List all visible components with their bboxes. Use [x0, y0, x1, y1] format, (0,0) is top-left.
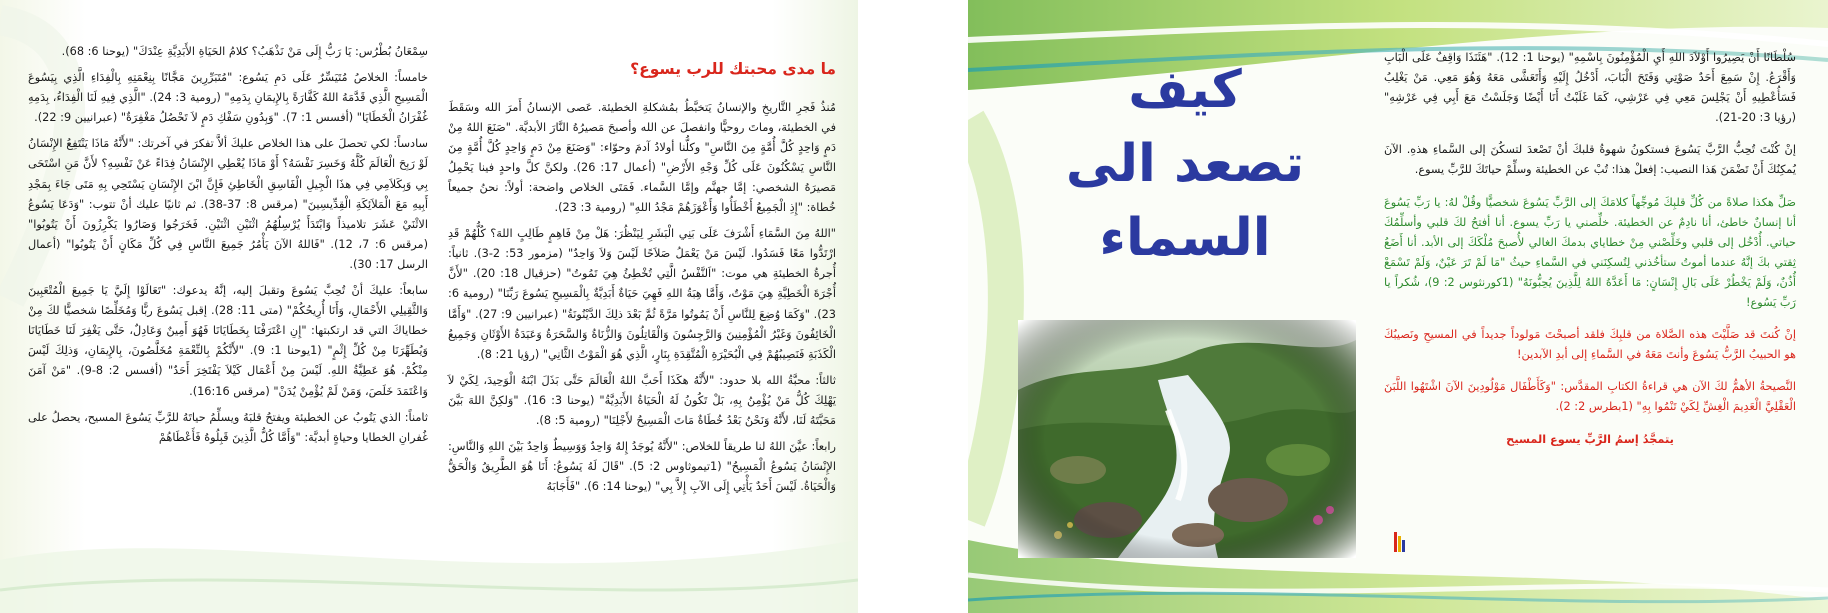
advice-paragraph: النَّصيحةُ الأهمُّ لكَ الآن هي قراءةُ الكتابِ المقدَّس: "وَكَأَطْفَال مَوْلُودِينَ الآنَ اشْتَهُوا اللَّبَنَ الْعَقْلِيَّ الْعَدِيمَ الْغِشِّ لِكَيْ تَنْمُوا بِهِ" (1بطرس 2: 2). — [1384, 380, 1796, 414]
left-page — [0, 0, 858, 613]
paragraph: سِمْعَانُ بُطْرُس: يَا رَبُّ إِلَى مَنْ نَذْهَبُ؟ كلامُ الحَيَاةِ الأَبَدِيَّةِ عِنْدَكَ" (يوحنا 6: 68). — [61, 45, 428, 58]
cover-title-line: كيف — [1128, 60, 1242, 120]
new-birth-paragraph: إنْ كُنتَ قد صَلَّيْتَ هذه الصَّلاة من قلبِكَ فلقد أصبحْتَ مَولوداً جديداً في المسيحِ ونَصيبُكَ هو الحبيبُ الرَّبُّ يَسُوعَ وأنتَ مَعَهُ في السَّماءِ إلى أبدِ الآبدين! — [1384, 328, 1796, 362]
paragraph: مُنذُ فَجرِ التَّاريخِ والإنسانُ يَتخبَّطُ بمُشكلةِ الخطيئة. عَصى الإنسانُ أَمرَ الله وسَقَطَ في الخطيئة، وماتَ روحيًّا وانفصلَ عن الله وأصبحَ مَصيرُهُ النَّارَ الأبديَّة. "صَنَعَ اللهُ مِنْ دَمٍ وَاحِدٍ كُلَّ أُمَّةٍ مِنَ النَّاسِ" وكلُّنا أولادُ آدمَ وحوّاء: "وَصَنَعَ مِنْ دَمٍ وَاحِدٍ كُلَّ أُمَّةٍ مِنَ النَّاسِ يَسْكُنُونَ عَلَى كُلِّ وَجْهِ الأَرْضِ" (أعمال 17: 26). ولكنَّ كلَّ واحدٍ فينا يَحْمِلُ مَصيرَهُ الشخصي: إمَّا جهنَّم وإمَّا السَّماء. فَمَتَى الخلاص واضحة: أولاً: نحنُ جميعاً خُطاة: "إِذِ الْجَمِيعُ أَخْطَأُوا وَأَعْوَزَهُمْ مَجْدُ اللهِ" (رومية 3: 23). — [448, 100, 837, 215]
page-gutter — [858, 0, 968, 613]
waterfall-landscape-photo — [1018, 320, 1356, 558]
left-column-two — [448, 56, 836, 503]
right-column — [1384, 48, 1796, 462]
publisher-logo-icon — [1392, 530, 1406, 556]
cover-title-line: تصعد الى — [1065, 133, 1305, 194]
paragraph: سُلْطَانًا أَنْ يَصِيرُوا أَوْلاَدَ اللهِ أَيِ الْمُؤْمِنُونَ بِاسْمِهِ" (يوحنا 1: 12). "هَئَنَذَا وَاقِفٌ عَلَى الْبَابِ وَأَقْرَعُ. إِنْ سَمِعَ أَحَدٌ صَوْتِي وَفَتَحَ الْبَابَ، أَدْخُلُ إِلَيْهِ وَأَتَعَشَّى مَعَهُ وَهُوَ مَعِي. مَنْ يَغْلِبُ فَسَأُعْطِيهِ أَنْ يَجْلِسَ مَعِي فِي عَرْشِي، كَمَا غَلَبْتُ أَنَا أَيْضًا وَجَلَسْتُ مَعَ أَبِي فِي عَرْشِهِ" (رؤيا 3: 20-21). — [1384, 51, 1796, 125]
paragraph: ثالثاً: محبَّةُ الله بلا حدود: "لأَنَّهُ هكَذَا أَحَبَّ اللهُ الْعَالَمَ حَتَّى بَذَلَ ابْنَهُ الْوَحِيدَ، لِكَيْ لاَ يَهْلِكَ كُلُّ مَنْ يُؤْمِنُ بِهِ، بَلْ تَكُونُ لَهُ الْحَيَاةُ الأَبَدِيَّةُ" (يوحنا 3: 16). "وَلكِنَّ اللهَ بَيَّنَ مَحَبَّتَهُ لَنَا، لأَنَّهُ وَنَحْنُ بَعْدُ خُطَاةٌ مَاتَ الْمَسِيحُ لأَجْلِنَا" (رومية 5: 8). — [448, 373, 837, 427]
left-column-one — [28, 42, 428, 454]
paragraph: إنْ كُنْتَ تُحِبُّ الرَّبَّ يَسُوعَ فستكونُ شهوةُ قلبكَ أنْ تَصْعدَ لتسكُنَ إلى السَّماءِ هذهِ. الآنَ يُمكِنُكَ أَنْ تَضْمَنَ هَذا النصيب: إفعلْ هذا: تُبْ عن الخطيئة وسلِّمْ حياتَكَ للرَّبِّ يسوع. — [1384, 143, 1796, 177]
paragraph: خامساً: الخلاصُ مُتَيَسِّرٌ عَلَى دَمِ يَسُوع: "مُتَبَرِّرِينَ مَجَّانًا بِنِعْمَتِهِ بِالْفِدَاءِ الَّذِي بِيَسُوعَ الْمَسِيحِ الَّذِي قَدَّمَهُ اللهُ كَفَّارَةً بِالإِيمَانِ بِدَمِهِ" (رومية 3: 24). "الَّذِي فِيهِ لَنَا الْفِدَاءُ، بِدَمِهِ غُفْرَانُ الْخَطَايَا" (أفسس 1: 7). "وَبِدُونِ سَفْكِ دَمٍ لاَ تَحْصُلُ مَغْفِرَةٌ" (عبرانيين 9: 22). — [28, 71, 428, 125]
closing-line: يتمجَّدُ إسمُ الرَّبِّ يسوع المسيح — [1506, 432, 1674, 446]
paragraph: ثامناً: الذي يَتُوبُ عن الخطيئة ويفتحُ قلبَهُ ويسلِّمُ حياتَهُ للرَّبِّ يَسُوعَ المسيح، يحصلُ على غُفرانِ الخطايا وحياةٍ أبديَّة: "وَأَمَّا كُلُّ الَّذِينَ قَبِلُوهُ فَأَعْطَاهُمْ — [28, 410, 428, 444]
cover-title — [1060, 54, 1310, 275]
paragraph: "اللهُ مِنَ السَّمَاءِ أَشْرَفَ عَلَى بَنِي الْبَشَرِ لِيَنْظُرَ: هَلْ مِنْ فَاهِمٍ طَالِبٍ اللهَ؟ كُلُّهُمْ قَدِ ارْتَدُّوا مَعًا فَسَدُوا. لَيْسَ مَنْ يَعْمَلُ صَلاَحًا لَيْسَ وَلاَ وَاحِدٌ" (مزمور 53: 2-3). ثانياً: أُجرةُ الخطيئةِ هي موت: "اَلنَّفْسُ الَّتِي تُخْطِئُ هِيَ تَمُوتُ" (حزقيال 18: 20). "لأَنَّ أُجْرَةَ الْخَطِيَّةِ هِيَ مَوْتٌ، وَأَمَّا هِبَةُ اللهِ فَهِيَ حَيَاةٌ أَبَدِيَّةٌ بِالْمَسِيحِ يَسُوعَ رَبِّنَا" (رومية 6: 23). "وَكَمَا وُضِعَ لِلنَّاسِ أَنْ يَمُوتُوا مَرَّةً ثُمَّ بَعْدَ ذلِكَ الدَّيْنُونَةُ" (عبرانيين 9: 27). "وَأَمَّا الْخَائِفُونَ وَغَيْرُ الْمُؤْمِنِينَ وَالرَّجِسُونَ وَالْقَاتِلُونَ وَالزُّنَاةُ وَالسَّحَرَةُ وَعَبَدَةُ الأَوْثَانِ وَجَمِيعُ الْكَذَبَةِ فَنَصِيبُهُمْ فِي الْبُحَيْرَةِ الْمُتَّقِدَةِ بِنَارٍ، الَّذِي هُوَ الْمَوْتُ الثَّانِي" (رؤيا 21: 8). — [448, 227, 837, 361]
cover-title-line: السماء — [1099, 207, 1271, 268]
paragraph: سابعاً: عليكَ أنْ تُحِبَّ يَسُوعَ وتقبلَ إليه، إنَّهُ يدعوك: "تَعَالَوْا إِلَيَّ يَا جَمِيعَ الْمُتْعَبِينَ وَالثَّقِيلِي الأَحْمَالِ، وَأَنَا أُرِيحُكُمْ" (متى 11: 28). إقبل يَسُوعَ ربًّا وَمُخَلِّصًا شخصيًّا لكَ مِنْ خطاياكَ التي قد ارتكبتها: "إِنِ اعْتَرَفْنَا بِخَطَايَانَا فَهُوَ أَمِينٌ وَعَادِلٌ، حَتَّى يَغْفِرَ لَنَا خَطَايَانَا وَيُطَهِّرَنَا مِنْ كُلِّ إِثْمٍ" (1يوحنا 1: 9). "لأَنَّكُمْ بِالنِّعْمَةِ مُخَلَّصُونَ، بِالإِيمَانِ، وَذلِكَ لَيْسَ مِنْكُمْ. هُوَ عَطِيَّةُ اللهِ. لَيْسَ مِنْ أَعْمَال كَيْلاَ يَفْتَخِرَ أَحَدٌ" (أفسس 2: 8-9). "مَنْ آمَنَ وَاعْتَمَدَ خَلَصَ، وَمَنْ لَمْ يُؤْمِنْ يُدَنْ" (مرقس 16:16). — [28, 284, 428, 398]
prayer-paragraph: صَلِّ هكذا صلاةً من كُلِّ قلبِكَ مُوجِّهاً كلامَكَ إلى الرَّبِّ يَسُوعَ شخصيًّا وقُلْ لهُ: يا رَبِّ يَسُوعَ أنا إنسانٌ خاطئ، أنا نادِمٌ عن الخطيئة. خلِّصني يا رَبِّ يسوع. أنا أفتحُ لكَ قلبي وأسلِّمُكَ حياتي. أُدْخُل إلى قلبي وخَلِّصْني مِنْ خطاياي بدمكَ الغالي لأُصبحَ مُلْكَكَ إلى الأبد. أنا أَضَعُ ثِقتي بكَ إنَّهُ عندما أموتُ ستأخُذني لِتُسكِنَني في السَّماءِ حيثُ "مَا لَمْ تَرَ عَيْنٌ، وَلَمْ تَسْمَعْ أُذُنٌ، وَلَمْ يَخْطُرْ عَلَى بَالِ إِنْسَانٍ: مَا أَعَدَّهُ اللهُ لِلَّذِينَ يُحِبُّونَهُ" (1كورنثوس 2: 9)، شُكراً يا رَبِّ يَسُوع! — [1384, 195, 1796, 310]
section-title: ما مدى محبتك للرب يسوع؟ — [630, 60, 836, 78]
paragraph: سادساً: لكي تحصلَ على هذا الخلاص عليكَ ألاَّ تفكرَ في آخرتك: "لأَنَّهُ مَاذَا يَنْتَفِعُ الإِنْسَانُ لَوْ رَبِحَ الْعَالَمَ كُلَّهُ وَخَسِرَ نَفْسَهُ؟ أَوْ مَاذَا يُعْطِي الإِنْسَانُ فِدَاءً عَنْ نَفْسِهِ؟ لأَنَّ مَنِ اسْتَحَى بِي وَبِكَلاَمِي فِي هذَا الْجِيلِ الْفَاسِقِ الْخَاطِئِ فَإِنَّ ابْنَ الإِنْسَانِ يَسْتَحِي بِهِ مَتَى جَاءَ بِمَجْدِ أَبِيهِ مَعَ الْمَلاَئِكَةِ الْقِدِّيسِينَ" (مرقس 8: 37-38). ثم ثانيًا عليك أنْ تتوب: "وَدَعَا يَسُوعُ الاثْنَيْ عَشَرَ تلاميذاً وَابْتَدَأَ يُرْسِلُهُمُ اثْنَيْنِ اثْنَيْنِ. فَخَرَجُوا وَصَارُوا يَكْرِزُونَ أَنْ يَتُوبُوا" (مرقس 6: 7، 12). "فَاللهُ الآنَ يَأْمُرُ جَمِيعَ النَّاسِ فِي كُلِّ مَكَانٍ أَنْ يَتُوبُوا" (أعمال الرسل 17: 30). — [28, 137, 428, 271]
paragraph: رابعاً: عيَّنَ اللهُ لنا طريقاً للخلاص: "لأَنَّهُ يُوجَدُ إِلهٌ وَاحِدٌ وَوَسِيطٌ وَاحِدٌ بَيْنَ اللهِ وَالنَّاسِ: الإِنْسَانُ يَسُوعُ الْمَسِيحُ" (1تيموثاوس 2: 5). "قَالَ لَهُ يَسُوعُ: أَنَا هُوَ الطَّرِيقُ وَالْحَقُّ وَالْحَيَاةُ. لَيْسَ أَحَدٌ يَأْتِي إِلَى الآبِ إِلاَّ بِي" (يوحنا 14: 6). "فَأَجَابَهُ — [448, 440, 836, 494]
